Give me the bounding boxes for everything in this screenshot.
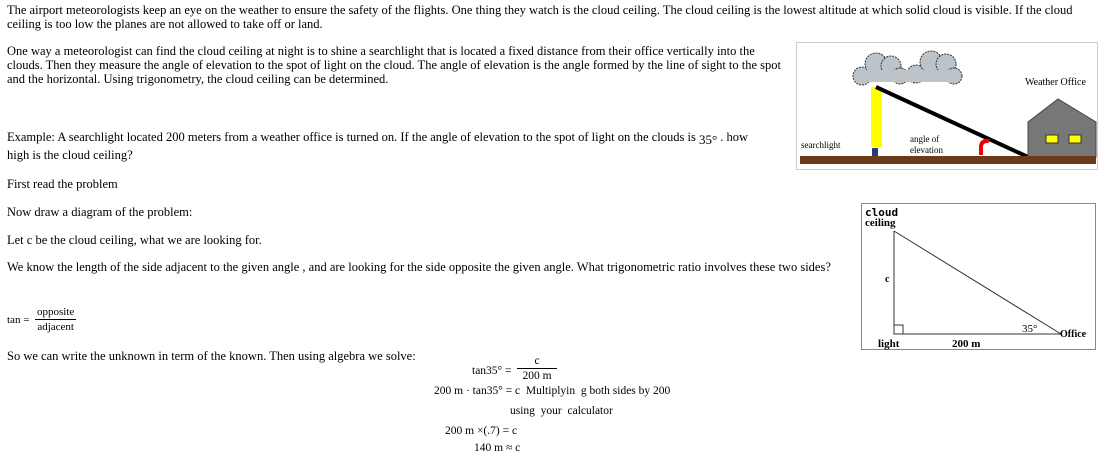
step-ratio: We know the length of the side adjacent to the given angle , and are looking for the side opposite the given angle. What trigonometric ratio involves these two sides? — [7, 260, 831, 274]
example-text: Example: A searchlight located 200 meters from a weather office is turned on. If the angle of elevation to the spot of light on the clouds is — [7, 130, 696, 144]
example-text-2: . how — [720, 130, 749, 144]
step-draw: Now draw a diagram of the problem: — [7, 205, 193, 219]
diagram-border — [862, 204, 1096, 350]
light-label: light — [878, 338, 900, 350]
eq1-fraction — [517, 354, 557, 383]
ceiling-label: ceiling — [865, 217, 896, 229]
eq4: 200 m ×(.7) = c — [445, 425, 518, 437]
step-read: First read the problem — [7, 177, 118, 191]
angle-label: 35° — [1022, 323, 1038, 335]
eq2: 200 m · tan35° = c Multiplyin g both sides by 200 — [434, 385, 671, 397]
example-angle: 35° — [698, 132, 718, 147]
window — [1046, 135, 1058, 143]
ground — [800, 156, 1096, 164]
eq5: 140 m ≈ c — [474, 442, 521, 454]
weather-office-label: Weather Office — [1025, 77, 1086, 88]
angle-label-2: elevation — [910, 145, 943, 155]
tan-label: tan = — [7, 314, 30, 326]
step-let-c: Let c be the cloud ceiling, what we are looking for. — [7, 233, 262, 247]
step-solve: So we can write the unknown in term of the known. Then using algebra we solve: — [7, 349, 416, 363]
intro-paragraph: The airport meteorologists keep an eye on the weather to ensure the safety of the flights. One thing they watch is the cloud ceiling. The cloud ceiling is the lowest altitude at which solid cloud is visible. If the cloud ceiling is too low the planes are not allowed to take off or land. — [7, 3, 1073, 31]
eq1-den: 200 m — [522, 370, 552, 382]
eq3: using your calculator — [510, 405, 613, 417]
method-paragraph: One way a meteorologist can find the cloud ceiling at night is to shine a searchlight that is located a fixed distance from their office vertically into the clouds. Then they measure the angle of elevation to the spot of light on the cloud. The angle of elevation is the angle formed by the line of sight to the spot and the horizontal. Using trigonometry, the cloud ceiling can be determined. — [7, 44, 781, 86]
c-label: c — [885, 274, 890, 285]
light-beam — [871, 87, 882, 147]
eq1-num: c — [517, 354, 557, 369]
searchlight-illustration — [796, 42, 1100, 170]
example-question: high is the cloud ceiling? — [7, 148, 133, 162]
window — [1069, 135, 1081, 143]
cloud-label: cloud — [865, 206, 899, 219]
searchlight-label: searchlight — [801, 140, 841, 150]
tan-fraction — [35, 305, 76, 334]
example-paragraph — [7, 130, 797, 166]
searchlight-icon — [872, 148, 878, 156]
numerator: opposite — [37, 306, 75, 318]
triangle-diagram — [861, 203, 1097, 351]
denominator: adjacent — [37, 321, 74, 333]
angle-label-1: angle of — [910, 134, 940, 144]
office-label: Office — [1060, 329, 1087, 340]
distance-label: 200 m — [952, 338, 981, 350]
eq1-lhs: tan35° = — [472, 365, 512, 377]
